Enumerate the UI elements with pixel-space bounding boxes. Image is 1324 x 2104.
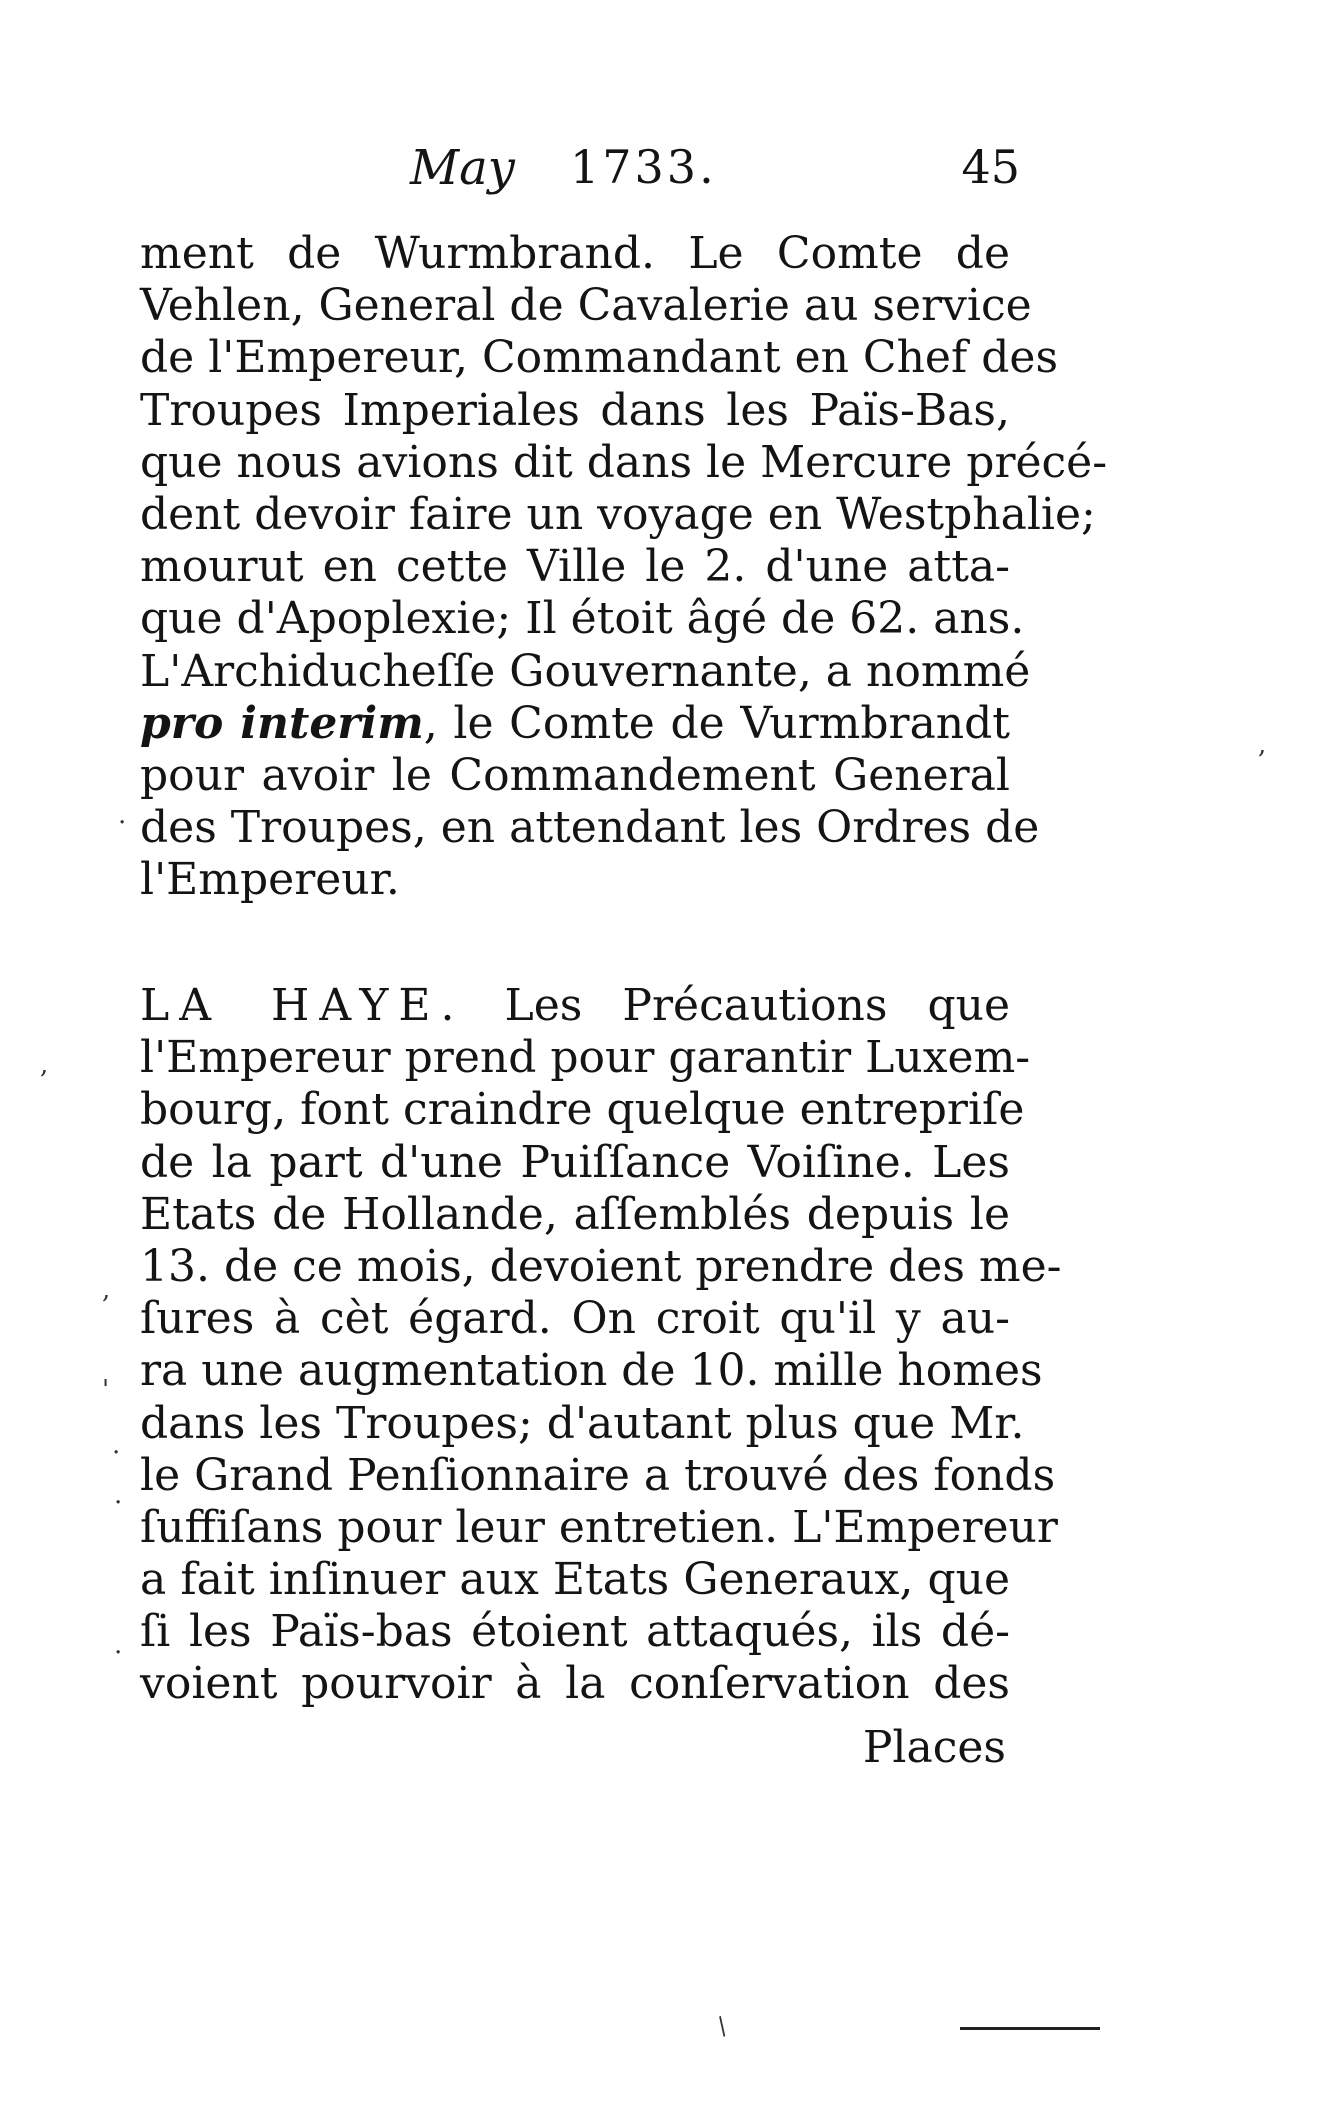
text-line: que nous avions dit dans le Mercure précé-	[140, 436, 1108, 488]
text-line: dent devoir faire un voyage en Westphalie;	[140, 488, 1096, 540]
text-line	[140, 698, 1010, 750]
ink-speck: .	[114, 1480, 123, 1510]
dateline-place: LA HAYE.	[140, 980, 465, 1031]
text-line: bourg, font craindre quelque entrepriſe	[140, 1084, 1025, 1136]
ink-speck: ,	[102, 1275, 111, 1305]
text-line: 13. de ce mois, devoient prendre des me-	[140, 1240, 1062, 1292]
text-run: Les Précautions que	[504, 980, 1010, 1031]
text-line: pour avoir le Commandement General	[140, 749, 1010, 801]
text-line: ſi les Païs-bas étoient attaqués, ils dé-	[140, 1606, 1010, 1658]
text-line: ſuffiſans pour leur entretien. L'Empereur	[140, 1501, 1058, 1553]
text-line: ſures à cèt égard. On croit qu'il y au-	[140, 1293, 1010, 1345]
page-header	[140, 140, 1020, 210]
text-line	[140, 980, 1010, 1032]
text-line: le Grand Penſionnaire a trouvé des fonds	[140, 1449, 1056, 1501]
text-line: Etats de Hollande, aſſemblés depuis le	[140, 1188, 1010, 1240]
paragraph-2	[140, 980, 1062, 1711]
text-line: mourut en cette Ville le 2. d'une atta-	[140, 541, 1010, 593]
catchword: Places	[862, 1722, 1006, 1773]
ink-speck: .	[114, 1630, 123, 1660]
ink-speck: ,	[40, 1050, 49, 1080]
ink-speck: .	[112, 1430, 121, 1460]
text-line: Troupes Imperiales dans les Païs-Bas,	[140, 384, 1010, 436]
text-line: ra une augmentation de 10. mille homes	[140, 1345, 1043, 1397]
paragraph-1	[140, 228, 1108, 906]
running-title: May	[410, 140, 515, 196]
text-line: l'Empereur.	[140, 854, 400, 906]
ink-speck: ,	[1258, 730, 1267, 760]
text-line: de la part d'une Puiſſance Voiſine. Les	[140, 1136, 1010, 1188]
text-line: l'Empereur prend pour garantir Luxem-	[140, 1032, 1031, 1084]
text-line: des Troupes, en attendant les Ordres de	[140, 802, 1040, 854]
italic-phrase: pro interim	[140, 697, 424, 749]
ink-speck: /	[711, 2011, 733, 2041]
text-line: voient pourvoir à la conſervation des	[140, 1658, 1010, 1710]
ink-rule	[960, 2027, 1100, 2030]
running-year: 1733.	[570, 140, 717, 194]
page-number: 45	[961, 140, 1020, 194]
text-line: L'Archiducheſſe Gouvernante, a nommé	[140, 645, 1031, 697]
text-line: a fait inſinuer aux Etats Generaux, que	[140, 1554, 1010, 1606]
text-line: dans les Troupes; d'autant plus que Mr.	[140, 1397, 1025, 1449]
text-line: ment de Wurmbrand. Le Comte de	[140, 228, 1010, 279]
text-run: , le Comte de Vurmbrandt	[423, 697, 1010, 749]
text-line: de l'Empereur, Commandant en Chef des	[140, 332, 1059, 384]
text-line: Vehlen, General de Cavalerie au service	[140, 280, 1032, 332]
ink-speck: .	[118, 800, 127, 830]
ink-speck: '	[102, 1375, 110, 1405]
text-line: que d'Apoplexie; Il étoit âgé de 62. ans.	[140, 593, 1025, 645]
